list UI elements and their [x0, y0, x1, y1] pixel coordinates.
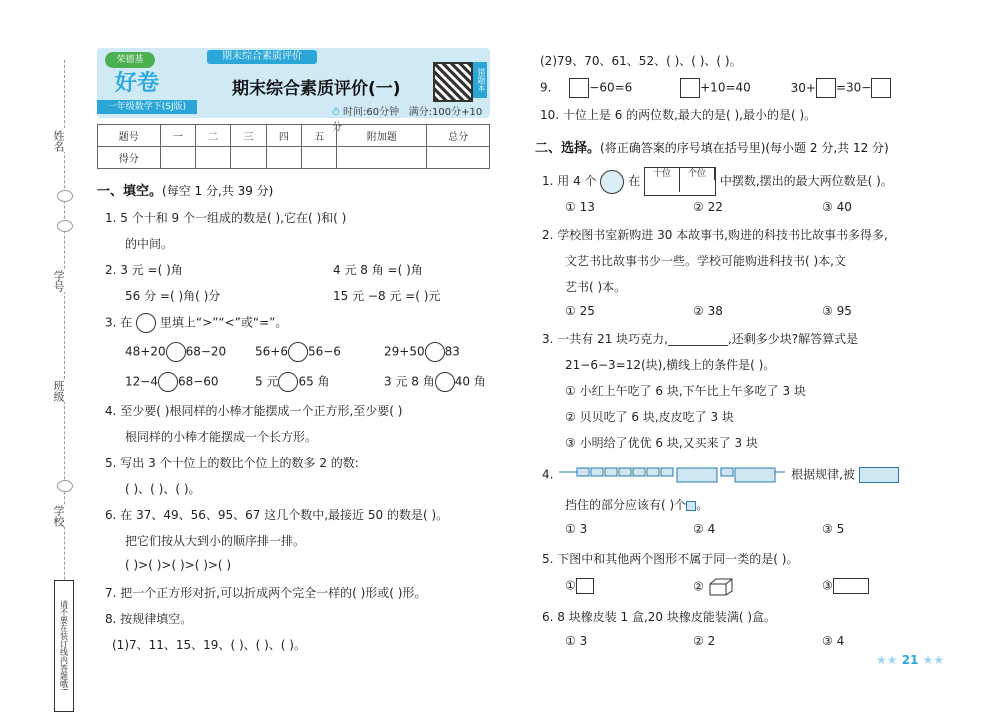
- option[interactable]: [822, 578, 869, 594]
- table-cell: 四: [266, 125, 301, 147]
- section-note: (将正确答案的序号填在括号里)(每小题 2 分,共 12 分): [600, 141, 889, 155]
- page-number-text: 21: [901, 653, 919, 667]
- question-text: 10. 十位上是 6 的两位数,最大的是( ),最小的是( )。: [540, 108, 817, 122]
- expr: −60=6: [589, 80, 633, 95]
- answer-circle[interactable]: [435, 372, 455, 392]
- expr: 65 角: [298, 374, 330, 389]
- compare-item: [125, 372, 219, 392]
- option[interactable]: [693, 578, 734, 596]
- question-text: 6. 在 37、49、56、95、67 这几个数中,最接近 50 的数是( )。: [105, 508, 449, 522]
- stars-icon: ★★: [876, 653, 898, 667]
- compare-item: [125, 342, 226, 362]
- expr: 68−20: [185, 344, 227, 359]
- compare-item: [384, 372, 486, 392]
- option[interactable]: ③ 4: [822, 634, 845, 648]
- option[interactable]: ② 2: [693, 634, 716, 648]
- question-text: 文艺书比故事书少一些。学校可能购进科技书( )本,文: [565, 254, 846, 268]
- time-limit: 时间:60分钟: [343, 107, 400, 118]
- question-text: 4 元 8 角 =( )角: [333, 263, 423, 277]
- option[interactable]: ③ 40: [822, 200, 852, 214]
- option-label: ①: [565, 578, 576, 593]
- table-cell: 一: [160, 125, 195, 147]
- table-row: [98, 125, 490, 147]
- answer-box[interactable]: [816, 78, 836, 98]
- answer-box[interactable]: [569, 78, 589, 98]
- cube-shape-icon: [708, 578, 734, 596]
- question-text: 8. 按规律填空。: [105, 612, 193, 626]
- question-text: 3. 在: [105, 315, 133, 330]
- question-text: [565, 496, 708, 513]
- expr: 83: [444, 344, 460, 359]
- option[interactable]: ③ 95: [822, 304, 852, 318]
- section-heading: 二、选择。: [535, 141, 601, 156]
- section-note: (每空 1 分,共 39 分): [162, 184, 274, 198]
- score-input-cell[interactable]: [231, 147, 266, 169]
- q-text: 中摆数,摆出的最大两位数是( )。: [719, 174, 893, 188]
- expr: 12−4: [125, 374, 158, 389]
- cover-box-icon: [859, 467, 899, 483]
- student-id-label: 学号: [52, 270, 65, 292]
- option[interactable]: ① 3: [565, 634, 588, 648]
- binding-knot-icon: [57, 220, 73, 232]
- question-text: 2. 3 元 =( )角: [105, 263, 183, 277]
- question-4: [542, 464, 899, 486]
- option[interactable]: [565, 578, 594, 594]
- qr-code-icon: [433, 62, 473, 102]
- binding-warning: 请不要在装订线内答题哦!: [54, 580, 74, 712]
- question-text: 6. 8 块橡皮装 1 盒,20 块橡皮能装满( )盒。: [542, 610, 777, 624]
- question-text: 5. 下图中和其他两个图形不属于同一类的是( )。: [542, 552, 799, 566]
- option[interactable]: ③ 5: [822, 522, 845, 536]
- question-text: 2. 学校图书室新购进 30 本故事书,购进的科技书比故事书多得多,: [542, 228, 888, 242]
- expr: 48+20: [125, 344, 166, 359]
- question-1: [542, 167, 893, 196]
- name-label: 姓名: [52, 130, 65, 152]
- q-number: 9.: [540, 80, 552, 95]
- school-label: 学校: [52, 505, 65, 527]
- expr: 56+6: [255, 344, 288, 359]
- section2-title: [535, 137, 889, 156]
- compare-item: [384, 342, 460, 362]
- option[interactable]: ① 3: [565, 522, 588, 536]
- ones-label: 个位: [680, 168, 715, 180]
- logo: 好卷: [115, 71, 160, 96]
- score-input-cell[interactable]: [337, 147, 427, 169]
- q-text: 1. 用 4 个: [542, 174, 597, 188]
- exam-header: [97, 48, 490, 133]
- blue-circle-icon: [600, 170, 624, 194]
- score-table: [97, 124, 490, 169]
- question-text: (2)79、70、61、52、( )、( )、( )。: [540, 54, 742, 68]
- q-text: 。: [696, 498, 709, 512]
- q-text: 在: [628, 174, 641, 188]
- question-text: 4. 至少要( )根同样的小棒才能摆成一个正方形,至少要( ): [105, 404, 403, 418]
- header-band: 期末综合素质评价: [207, 50, 317, 64]
- expr: 3 元 8 角: [384, 374, 435, 389]
- expr: 40 角: [454, 374, 486, 389]
- question-text: 里填上“>”“<”或“=”。: [159, 315, 288, 330]
- answer-circle[interactable]: [288, 342, 308, 362]
- score-input-cell[interactable]: [427, 147, 490, 169]
- table-cell: 五: [302, 125, 337, 147]
- table-cell: 得分: [98, 147, 161, 169]
- small-square-icon: [686, 501, 696, 511]
- page-number: [876, 653, 944, 667]
- question-text: 把它们按从大到小的顺序排一排。: [125, 534, 306, 548]
- expr: 30+: [790, 80, 816, 95]
- question-text: 艺书( )本。: [565, 280, 627, 294]
- square-shape-icon: [576, 578, 594, 594]
- question-text: 3. 一共有 21 块巧克力,__________,还剩多少块?解答算式是: [542, 332, 859, 346]
- full-score: 满分:100分+10分: [332, 107, 483, 133]
- expr: +10=40: [700, 80, 751, 95]
- expr: 56−6: [307, 344, 341, 359]
- answer-circle[interactable]: [278, 372, 298, 392]
- place-value-chart: [644, 167, 716, 196]
- answer-circle[interactable]: [158, 372, 178, 392]
- compare-item: [255, 372, 330, 392]
- compare-item: [255, 342, 341, 362]
- question-text: ( )、( )、( )。: [125, 482, 201, 496]
- page-title: 期末综合素质评价(一): [232, 79, 401, 99]
- question-text: [105, 313, 287, 333]
- q-text: 挡住的部分应该有( )个: [565, 498, 687, 512]
- table-cell: 附加题: [337, 125, 427, 147]
- class-label: 班级: [52, 380, 65, 402]
- question-9: [540, 78, 891, 98]
- clock-icon: ⏱: [332, 107, 340, 118]
- grade-label: 一年级数学下(SJ版): [97, 100, 197, 114]
- table-cell: 二: [195, 125, 230, 147]
- brand-badge: 荣德基: [105, 52, 155, 68]
- answer-box[interactable]: [871, 78, 891, 98]
- binding-margin: [40, 60, 88, 692]
- section-heading: 一、填空。: [97, 184, 163, 199]
- question-text: 的中间。: [125, 237, 174, 251]
- answer-circle[interactable]: [136, 313, 156, 333]
- expr: =30−: [835, 80, 872, 95]
- score-input-cell[interactable]: [302, 147, 337, 169]
- table-cell: 三: [231, 125, 266, 147]
- answer-box[interactable]: [680, 78, 700, 98]
- question-text: 15 元 −8 元 =( )元: [333, 289, 441, 303]
- expr: 68−60: [177, 374, 219, 389]
- score-input-cell[interactable]: [160, 147, 195, 169]
- q-text: 根据规律,被: [791, 467, 855, 482]
- table-row: [98, 147, 490, 169]
- option[interactable]: ② 贝贝吃了 6 块,皮皮吃了 3 块: [565, 410, 734, 424]
- question-text: (1)7、11、15、19、( )、( )、( )。: [112, 638, 306, 652]
- rectangle-shape-icon: [833, 578, 869, 594]
- option[interactable]: ③ 小明给了优优 6 块,又买来了 3 块: [565, 436, 758, 450]
- option-label: ③: [822, 578, 833, 593]
- option[interactable]: ② 22: [693, 200, 723, 214]
- question-text: 7. 把一个正方形对折,可以折成两个完全一样的( )形或( )形。: [105, 586, 427, 600]
- q-number: 4.: [542, 467, 554, 482]
- table-cell: 题号: [98, 125, 161, 147]
- option[interactable]: ① 13: [565, 200, 595, 214]
- answer-circle[interactable]: [166, 342, 186, 362]
- score-input-cell[interactable]: [266, 147, 301, 169]
- error-book-badge: 错题本: [473, 62, 487, 98]
- option[interactable]: ② 4: [693, 522, 716, 536]
- question-text: 56 分 =( )角( )分: [125, 289, 221, 303]
- question-text: 1. 5 个十和 9 个一组成的数是( ),它在( )和( ): [105, 211, 347, 225]
- score-input-cell[interactable]: [195, 147, 230, 169]
- question-text: ( )>( )>( )>( )>( ): [125, 558, 232, 572]
- tens-label: 十位: [645, 168, 680, 180]
- option[interactable]: ② 38: [693, 304, 723, 318]
- binding-knot-icon: [57, 190, 73, 202]
- stars-icon: ★★: [922, 653, 945, 667]
- section1-title: [97, 180, 273, 199]
- table-cell: 总分: [427, 125, 490, 147]
- question-text: 5. 写出 3 个十位上的数比个位上的数多 2 的数:: [105, 456, 359, 470]
- expr: 29+50: [384, 344, 425, 359]
- pattern-chain-icon: [557, 464, 787, 486]
- option-label: ②: [693, 579, 704, 594]
- option[interactable]: ① 小红上午吃了 6 块,下午比上午多吃了 3 块: [565, 384, 806, 398]
- question-text: 21−6−3=12(块),横线上的条件是( )。: [565, 358, 776, 372]
- question-text: 根同样的小棒才能摆成一个长方形。: [125, 430, 318, 444]
- expr: 5 元: [255, 374, 279, 389]
- option[interactable]: ① 25: [565, 304, 595, 318]
- answer-circle[interactable]: [425, 342, 445, 362]
- binding-knot-icon: [57, 480, 73, 492]
